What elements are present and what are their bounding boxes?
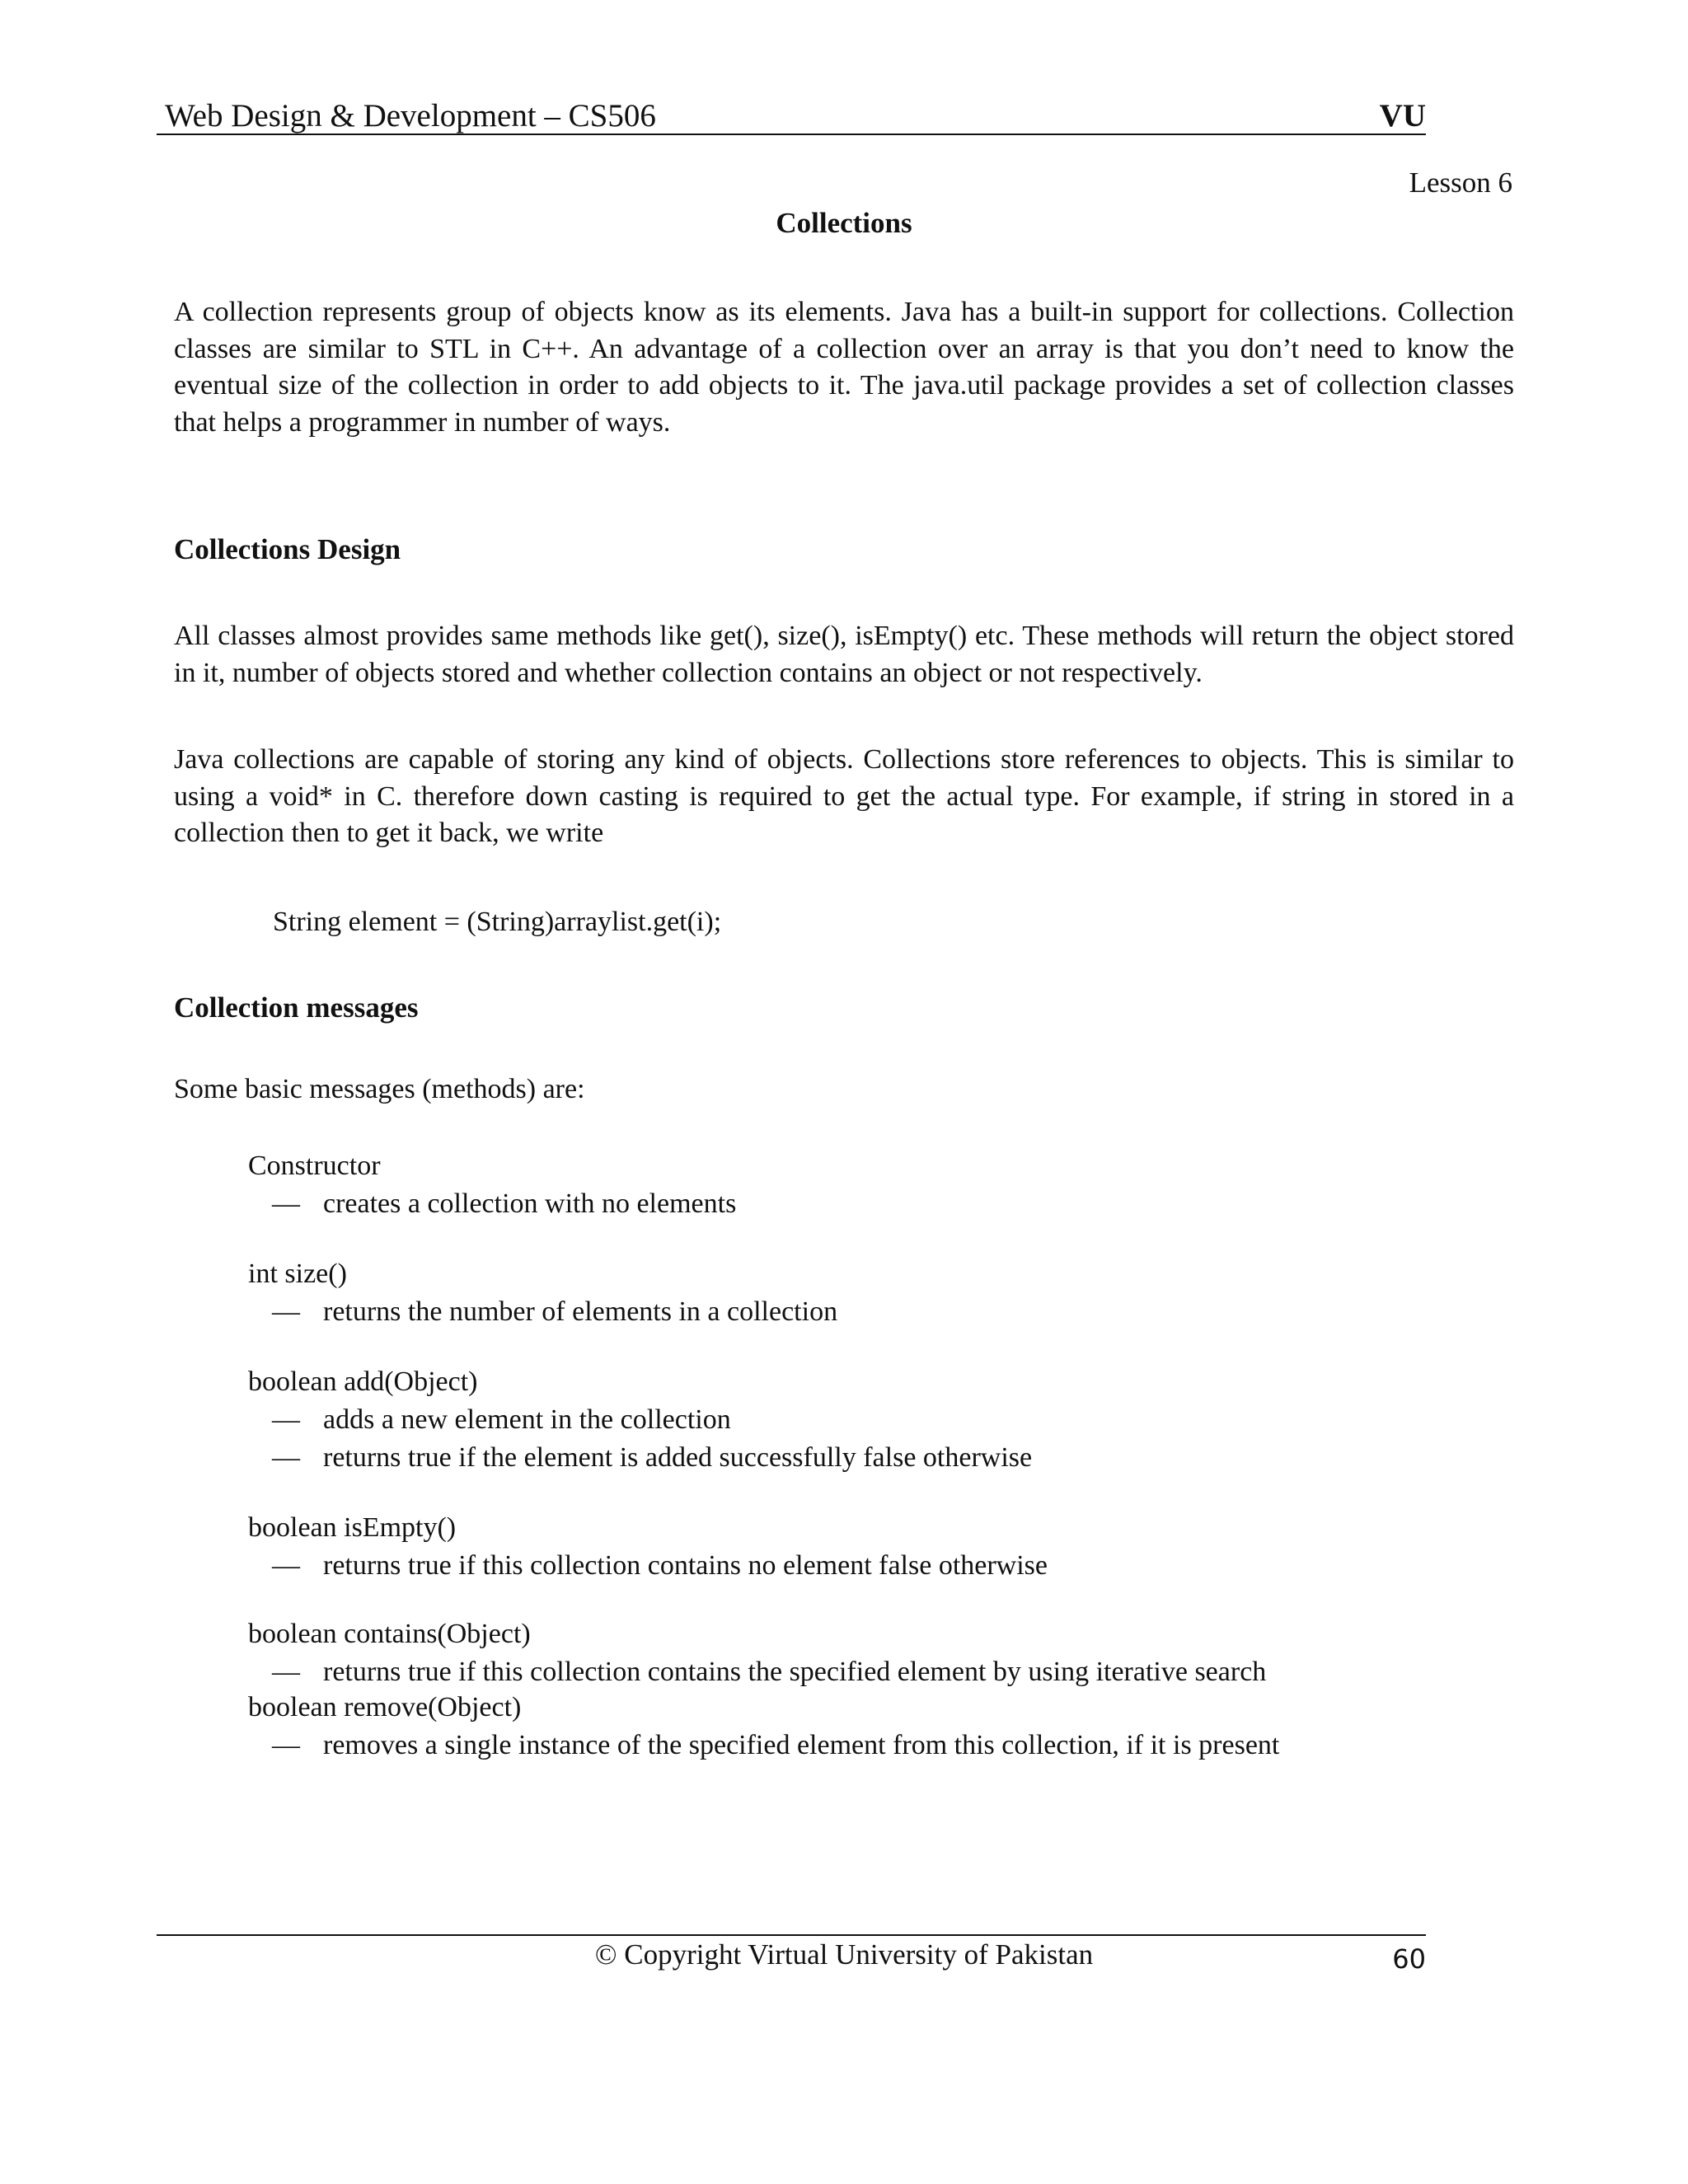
header-vu-label: VU [1379, 98, 1426, 134]
page-number: 60 [1392, 1943, 1426, 1975]
em-dash: — [272, 1296, 300, 1327]
em-dash: — [272, 1657, 300, 1687]
method-description-text: adds a new element in the collection [323, 1404, 731, 1435]
method-description [272, 1186, 736, 1222]
method-description-text: returns true if the element is added successfully false otherwise [323, 1442, 1033, 1473]
method-description-text: removes a single instance of the specified element from this collection, if it is present [323, 1730, 1280, 1760]
method-name: int size() [248, 1258, 347, 1289]
method-description-text: returns true if this collection contains the specified element by using iterative search [323, 1657, 1267, 1687]
header-course-title: Web Design & Development – CS506 [165, 98, 656, 134]
header-divider [157, 134, 1426, 135]
intro-paragraph: A collection represents group of objects know as its elements. Java has a built-in support for collections. Collection classes are similar to STL in C++. An advantage of a collection over an array is that you don’t need to know the eventual size of the collection in order to add objects to it. The java.util package provides a set of collection classes that helps a programmer in number of ways. [174, 297, 1514, 438]
method-description-text: returns the number of elements in a collection [323, 1296, 838, 1327]
method-name: boolean remove(Object) [248, 1692, 522, 1722]
em-dash: — [272, 1442, 300, 1473]
method-description [272, 1440, 1032, 1476]
method-description-text: returns true if this collection contains no element false otherwise [323, 1550, 1048, 1581]
method-description [272, 1294, 837, 1330]
em-dash: — [272, 1550, 300, 1581]
lesson-label: Lesson 6 [1409, 166, 1512, 199]
method-description-text: creates a collection with no elements [323, 1188, 737, 1219]
method-description [272, 1727, 1279, 1764]
page-title: Collections [776, 207, 912, 239]
design-paragraph-2: Java collections are capable of storing any kind of objects. Collections store references to objects. This is similar to using a void* in C. therefore down casting is required to get the actual type. For example, if string in stored in a collection then to get it back, we write [174, 744, 1514, 848]
footer-divider [157, 1934, 1426, 1936]
em-dash: — [272, 1730, 300, 1760]
method-name: Constructor [248, 1151, 381, 1181]
method-description [272, 1402, 731, 1438]
method-name: boolean isEmpty() [248, 1512, 457, 1543]
section-heading-messages: Collection messages [174, 991, 419, 1024]
em-dash: — [272, 1188, 300, 1219]
method-description [272, 1548, 1048, 1584]
section-heading-design: Collections Design [174, 533, 401, 565]
code-example: String element = (String)arraylist.get(i); [273, 907, 722, 937]
em-dash: — [272, 1404, 300, 1435]
method-name: boolean contains(Object) [248, 1619, 531, 1649]
messages-intro: Some basic messages (methods) are: [174, 1074, 585, 1104]
design-paragraph-1: All classes almost provides same methods like get(), size(), isEmpty() etc. These methods will return the object stored in it, number of objects stored and whether collection contains an object or not respectively. [174, 621, 1514, 688]
method-description [272, 1654, 1266, 1690]
footer-copyright: © Copyright Virtual University of Pakistan [594, 1938, 1094, 1971]
method-name: boolean add(Object) [248, 1366, 478, 1397]
